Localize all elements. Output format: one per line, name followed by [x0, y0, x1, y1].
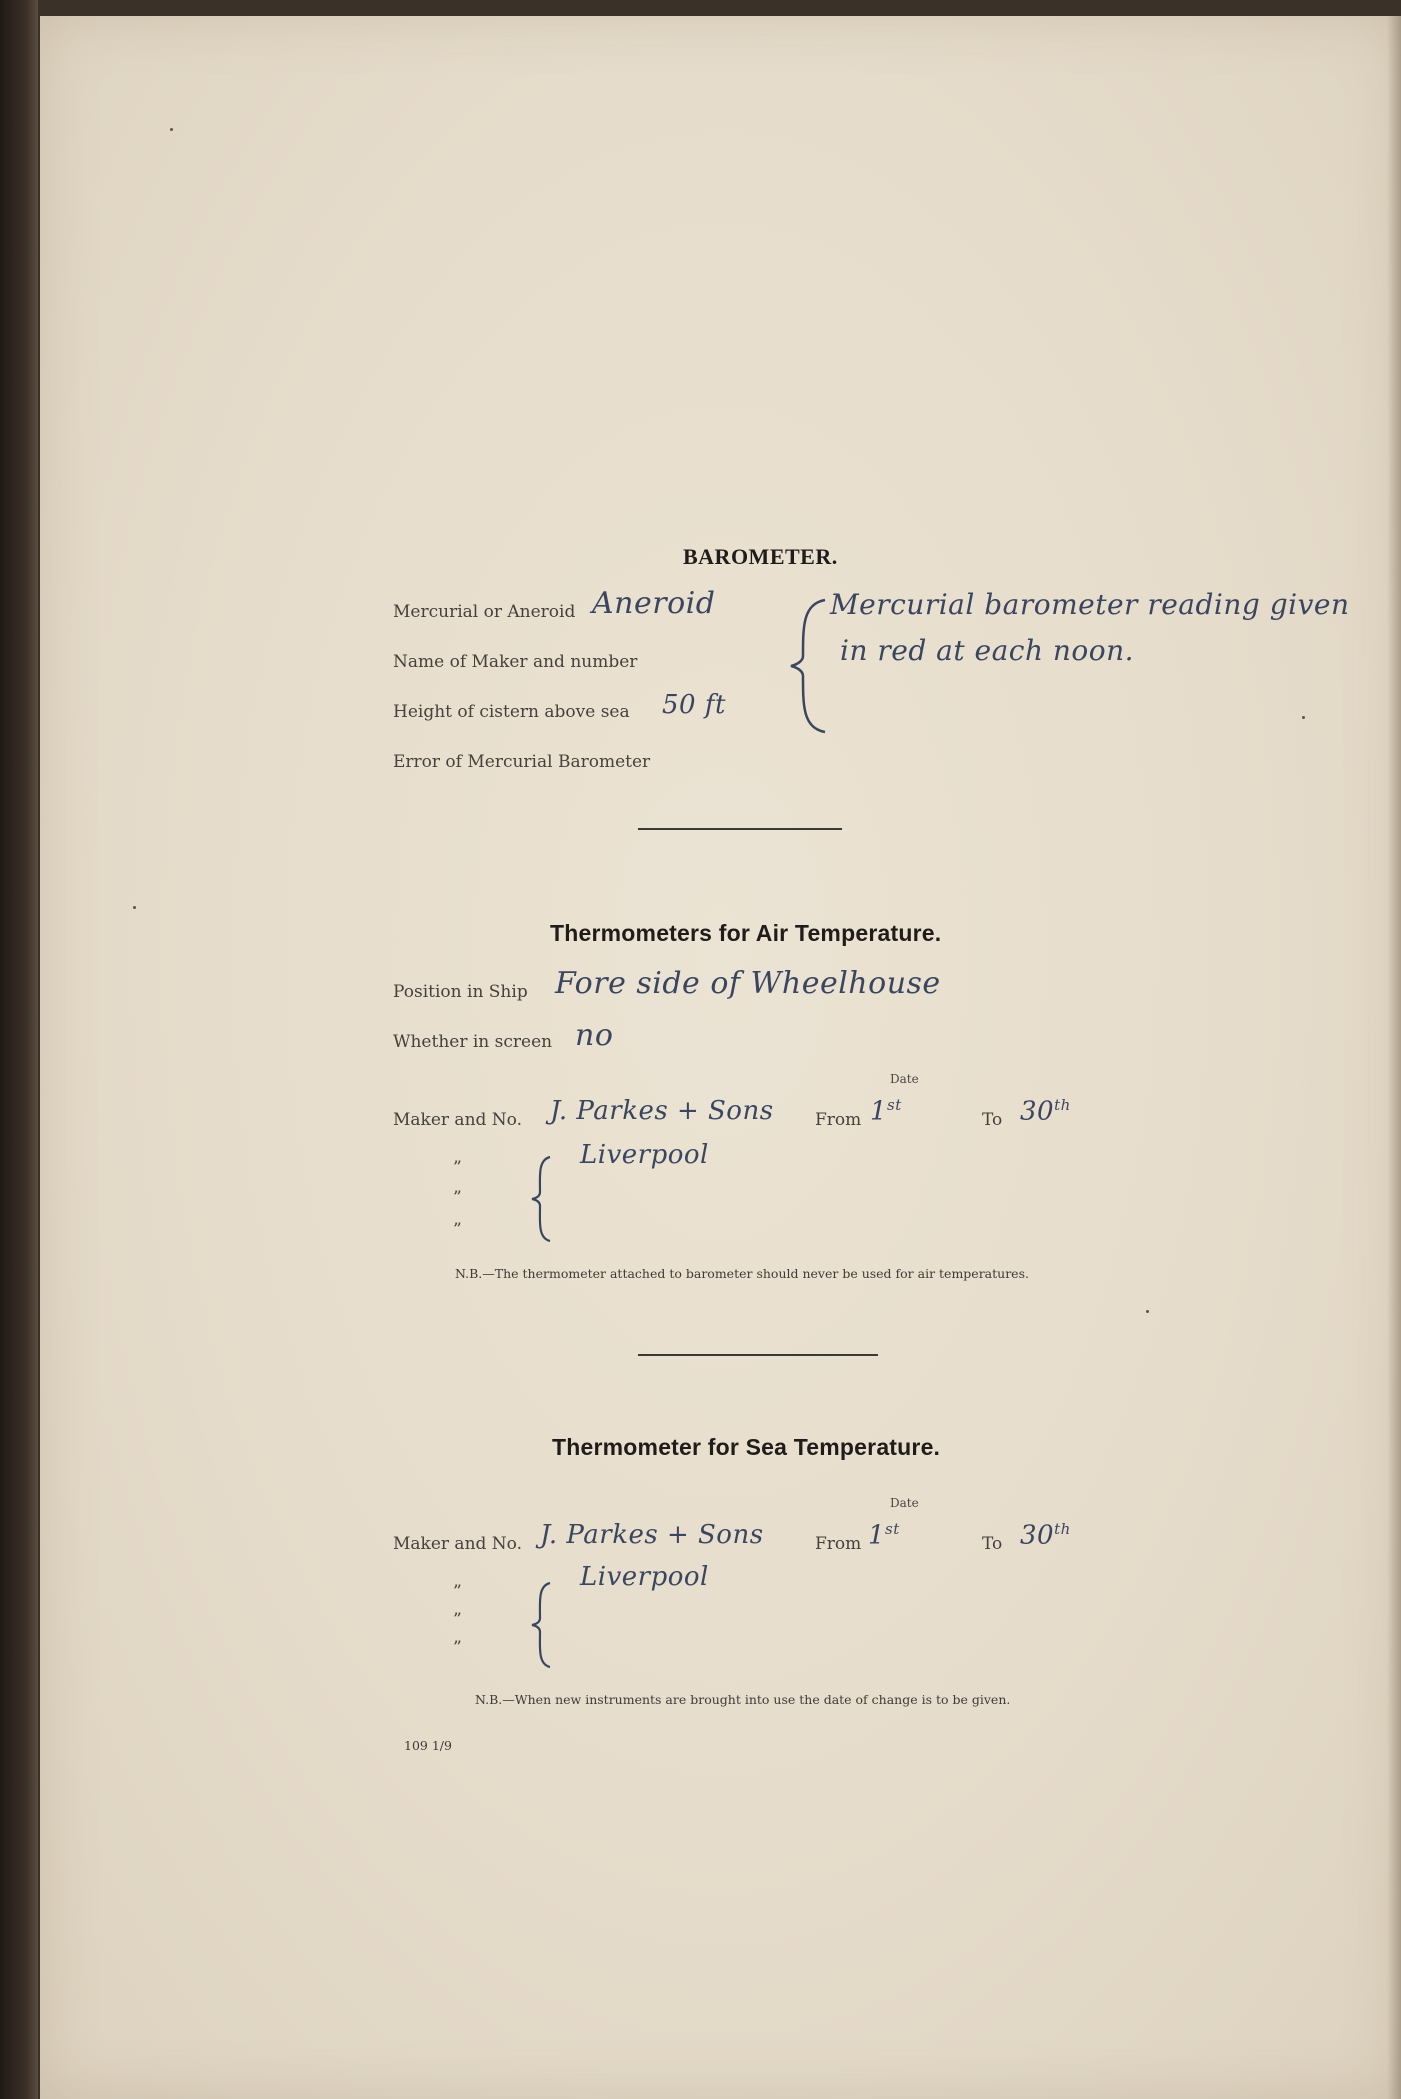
- section-divider: [638, 828, 842, 830]
- ditto-mark: ”: [453, 1220, 462, 1240]
- form-number: 109 1/9: [404, 1738, 452, 1753]
- air-from-value: 1st: [870, 1096, 902, 1127]
- maker-label: Name of Maker and number: [393, 652, 638, 672]
- ditto-mark: ”: [453, 1610, 462, 1630]
- air-to-label: To: [982, 1110, 1003, 1130]
- log-page: [40, 16, 1401, 2099]
- sea-maker-label: Maker and No.: [393, 1534, 523, 1554]
- sea-from-value: 1st: [868, 1520, 900, 1551]
- screen-value: no: [575, 1018, 614, 1053]
- position-label: Position in Ship: [393, 982, 528, 1002]
- sea-note: N.B.—When new instruments are brought into use the date of change is to be given.: [475, 1692, 1011, 1707]
- position-value: Fore side of Wheelhouse: [555, 966, 941, 1001]
- sea-from-label: From: [815, 1534, 862, 1554]
- sea-thermometer-heading: Thermometer for Sea Temperature.: [552, 1434, 941, 1460]
- error-label: Error of Mercurial Barometer: [393, 752, 651, 772]
- sea-maker-value: J. Parkes + Sons: [540, 1520, 764, 1550]
- barometer-note-line2: in red at each noon.: [840, 634, 1135, 667]
- height-label: Height of cistern above sea: [393, 702, 630, 722]
- air-date-label: Date: [890, 1072, 919, 1086]
- paper-speck: [1302, 716, 1305, 719]
- air-note: N.B.—The thermometer attached to barometer should never be used for air temperatures.: [455, 1266, 1029, 1281]
- screen-label: Whether in screen: [393, 1032, 553, 1052]
- air-to-value: 30th: [1020, 1096, 1071, 1127]
- paper-speck: [170, 128, 173, 131]
- page-edge-shadow: [1387, 16, 1401, 2099]
- barometer-note-line1: Mercurial barometer reading given: [830, 588, 1350, 621]
- sea-to-value: 30th: [1020, 1520, 1071, 1551]
- ditto-mark: ”: [453, 1638, 462, 1658]
- air-thermometers-heading: Thermometers for Air Temperature.: [550, 920, 942, 946]
- mercurial-label: Mercurial or Aneroid: [393, 602, 576, 622]
- ditto-mark: ”: [453, 1188, 462, 1208]
- air-brace-icon: [528, 1154, 558, 1244]
- paper-speck: [1146, 1310, 1149, 1313]
- sea-to-label: To: [982, 1534, 1003, 1554]
- ditto-mark: ”: [453, 1158, 462, 1178]
- section-divider: [638, 1354, 878, 1356]
- sea-date-label: Date: [890, 1496, 919, 1510]
- air-maker-value: J. Parkes + Sons: [550, 1096, 774, 1126]
- barometer-heading: BAROMETER.: [683, 544, 838, 569]
- sea-maker-value-line2: Liverpool: [580, 1562, 709, 1592]
- paper-speck: [133, 906, 136, 909]
- air-maker-value-line2: Liverpool: [580, 1140, 709, 1170]
- air-maker-label: Maker and No.: [393, 1110, 523, 1130]
- sea-brace-icon: [528, 1580, 558, 1670]
- mercurial-value: Aneroid: [592, 586, 716, 621]
- book-spine: [0, 0, 38, 2099]
- air-from-label: From: [815, 1110, 862, 1130]
- height-value: 50 ft: [662, 690, 726, 720]
- barometer-brace-icon: [785, 596, 835, 736]
- ditto-mark: ”: [453, 1582, 462, 1602]
